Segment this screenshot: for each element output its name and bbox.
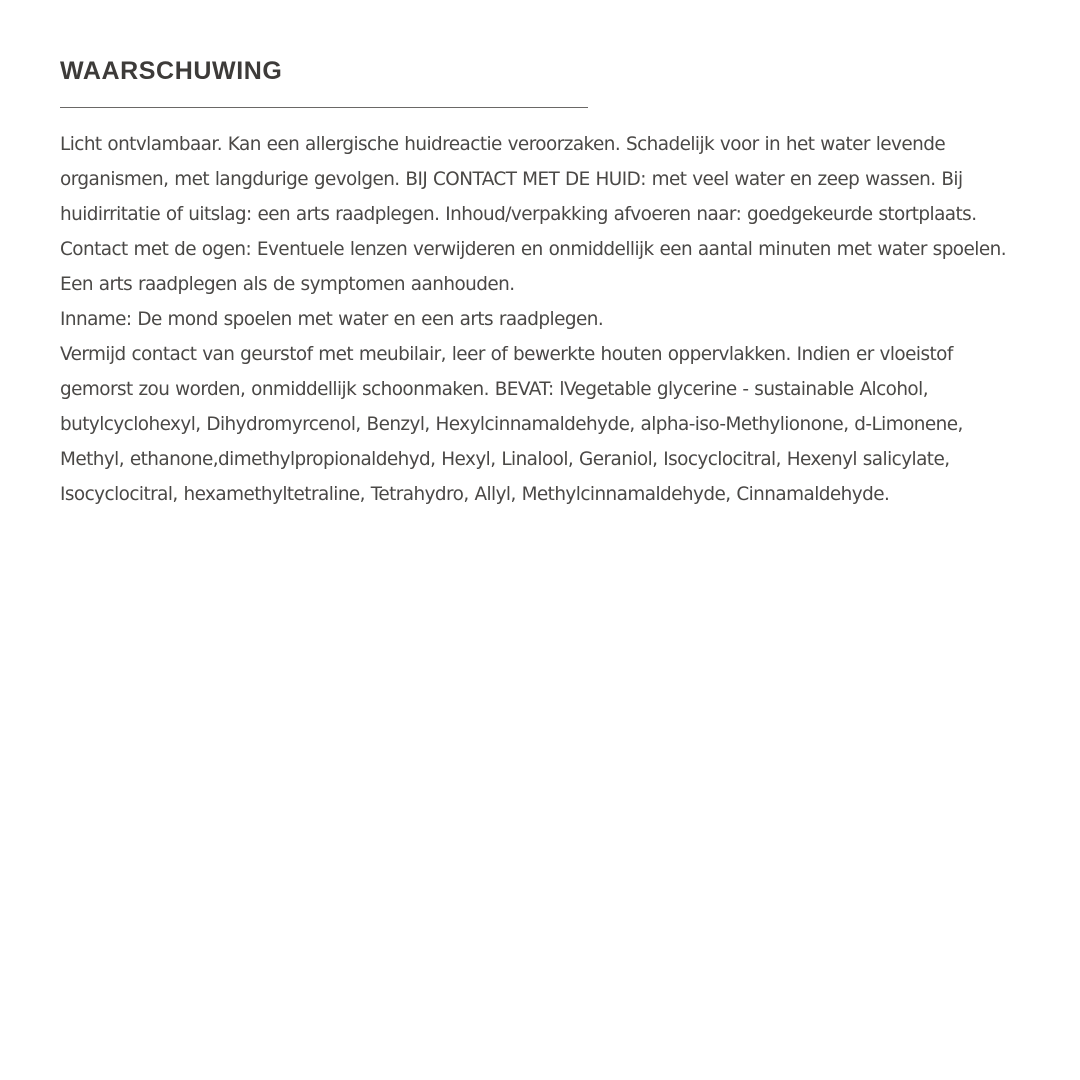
warning-title: WAARSCHUWING (60, 57, 283, 85)
ingestion-paragraph: Inname: De mond spoelen met water en een arts raadplegen. (60, 309, 604, 330)
warning-section (60, 52, 1020, 512)
hazard-statements-paragraph: Licht ontvlambaar. Kan een allergische huidreactie veroorzaken. Schadelijk voor in het water levende organismen, met langdurige gevolgen. BIJ CONTACT MET DE HUID: met veel water en zeep wassen. Bij huidirritatie of uitslag: een arts raadplegen. Inhoud/verpakking afvoeren naar: goedgekeurde stortplaats. (60, 134, 977, 225)
eye-contact-paragraph: Contact met de ogen: Eventuele lenzen verwijderen en onmiddellijk een aantal minuten met water spoelen. Een arts raadplegen als de symptomen aanhouden. (60, 239, 1007, 295)
warning-body (60, 127, 1020, 512)
ingredients-paragraph: Vermijd contact van geurstof met meubilair, leer of bewerkte houten oppervlakken. Indien er vloeistof gemorst zou worden, onmiddellijk schoonmaken. BEVAT: lVegetable glycerine - sustainable Alcohol, butylcyclohexyl, Dihydromyrcenol, Benzyl, Hexylcinnamaldehyde, alpha-iso-Methylionone, d-Limonene, Methyl, ethanone,dimethylpropionaldehyd, Hexyl, Linalool, Geraniol, Isocyclocitral, Hexenyl salicylate, Isocyclocitral, hexamethyltetraline, Tetrahydro, Allyl, Methylcinnamaldehyde, Cinnamaldehyde. (60, 344, 963, 505)
title-divider (60, 107, 588, 108)
